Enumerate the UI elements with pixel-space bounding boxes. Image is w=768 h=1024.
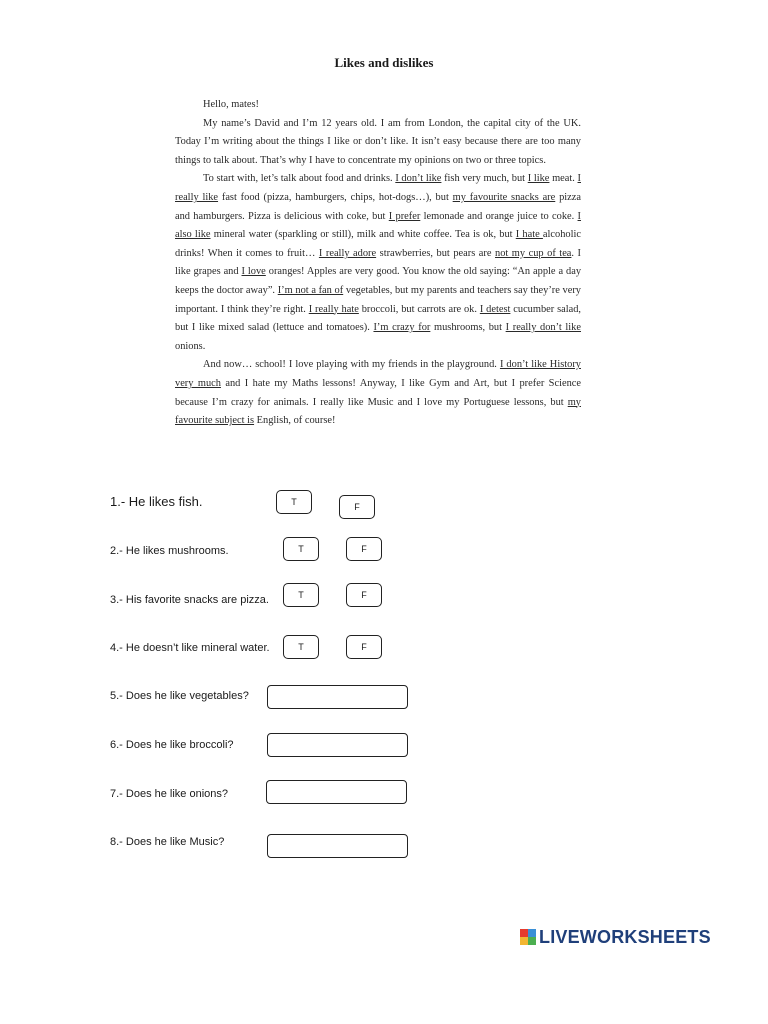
question-2-true-box[interactable]: T [283,537,319,561]
question-1-label: 1.- He likes fish. [110,494,203,509]
question-1-false-box[interactable]: F [339,495,375,519]
question-7-answer-box[interactable] [266,780,407,804]
question-4-label: 4.- He doesn’t like mineral water. [110,642,270,654]
paragraph-intro: My name’s David and I’m 12 years old. I am from London, the capital city of the UK. Today I’m writing about the things I like or don’t like. It isn’t easy because there are too many things to talk about. That’s why I have to concentrate my opinions on two or three topics. [175,117,581,166]
question-3-label: 3.- His favorite snacks are pizza. [110,594,269,606]
question-8-label: 8.- Does he like Music? [110,836,225,848]
greeting: Hello, mates! [203,99,259,110]
paragraph-school: And now… school! I love playing with my friends in the playground. I don’t like History very much and I hate my Maths lessons! Anyway, I like Gym and Art, but I prefer Science because I’m crazy for animals. I really like Music and I love my Portuguese lessons, but my favourite subject is English, of course! [175,359,581,427]
question-2-label: 2.- He likes mushrooms. [110,545,229,557]
question-3-false-box[interactable]: F [346,583,382,607]
question-4-false-box[interactable]: F [346,635,382,659]
question-4-true-box[interactable]: T [283,635,319,659]
question-1-true-box[interactable]: T [276,490,312,514]
reading-passage [175,96,581,431]
question-2-false-box[interactable]: F [346,537,382,561]
question-5-label: 5.- Does he like vegetables? [110,690,249,702]
liveworksheets-logo [520,926,711,948]
question-6-label: 6.- Does he like broccoli? [110,739,234,751]
paragraph-food: To start with, let’s talk about food and drinks. I don’t like fish very much, but I like meat. I really like fast food (pizza, hamburgers, chips, hot-dogs…), but my favourite snacks are pizza and hamburgers. Pizza is delicious with coke, but I prefer lemonade and orange juice to coke. I also like mineral water (sparkling or still), milk and white coffee. Tea is ok, but I hate alcoholic drinks! When it comes to fruit… I really adore strawberries, but pears are not my cup of tea. I like grapes and I love oranges! Apples are very good. You know the old saying: “An apple a day keeps the doctor away”. I’m not a fan of vegetables, but my parents and teachers say they’re very important. I think they’re right. I really hate broccoli, but carrots are ok. I detest cucumber salad, but I like mixed salad (lettuce and tomatoes). I’m crazy for mushrooms, but I really don’t like onions. [175,173,582,352]
brand-name: LIVEWORKSHEETS [539,926,711,947]
question-7-label: 7.- Does he like onions? [110,788,229,800]
question-8-answer-box[interactable] [267,834,408,858]
liveworksheets-mark-icon [520,929,536,945]
worksheet-title: Likes and dislikes [334,55,434,70]
question-5-answer-box[interactable] [267,685,408,709]
question-3-true-box[interactable]: T [283,583,319,607]
question-6-answer-box[interactable] [267,733,408,757]
